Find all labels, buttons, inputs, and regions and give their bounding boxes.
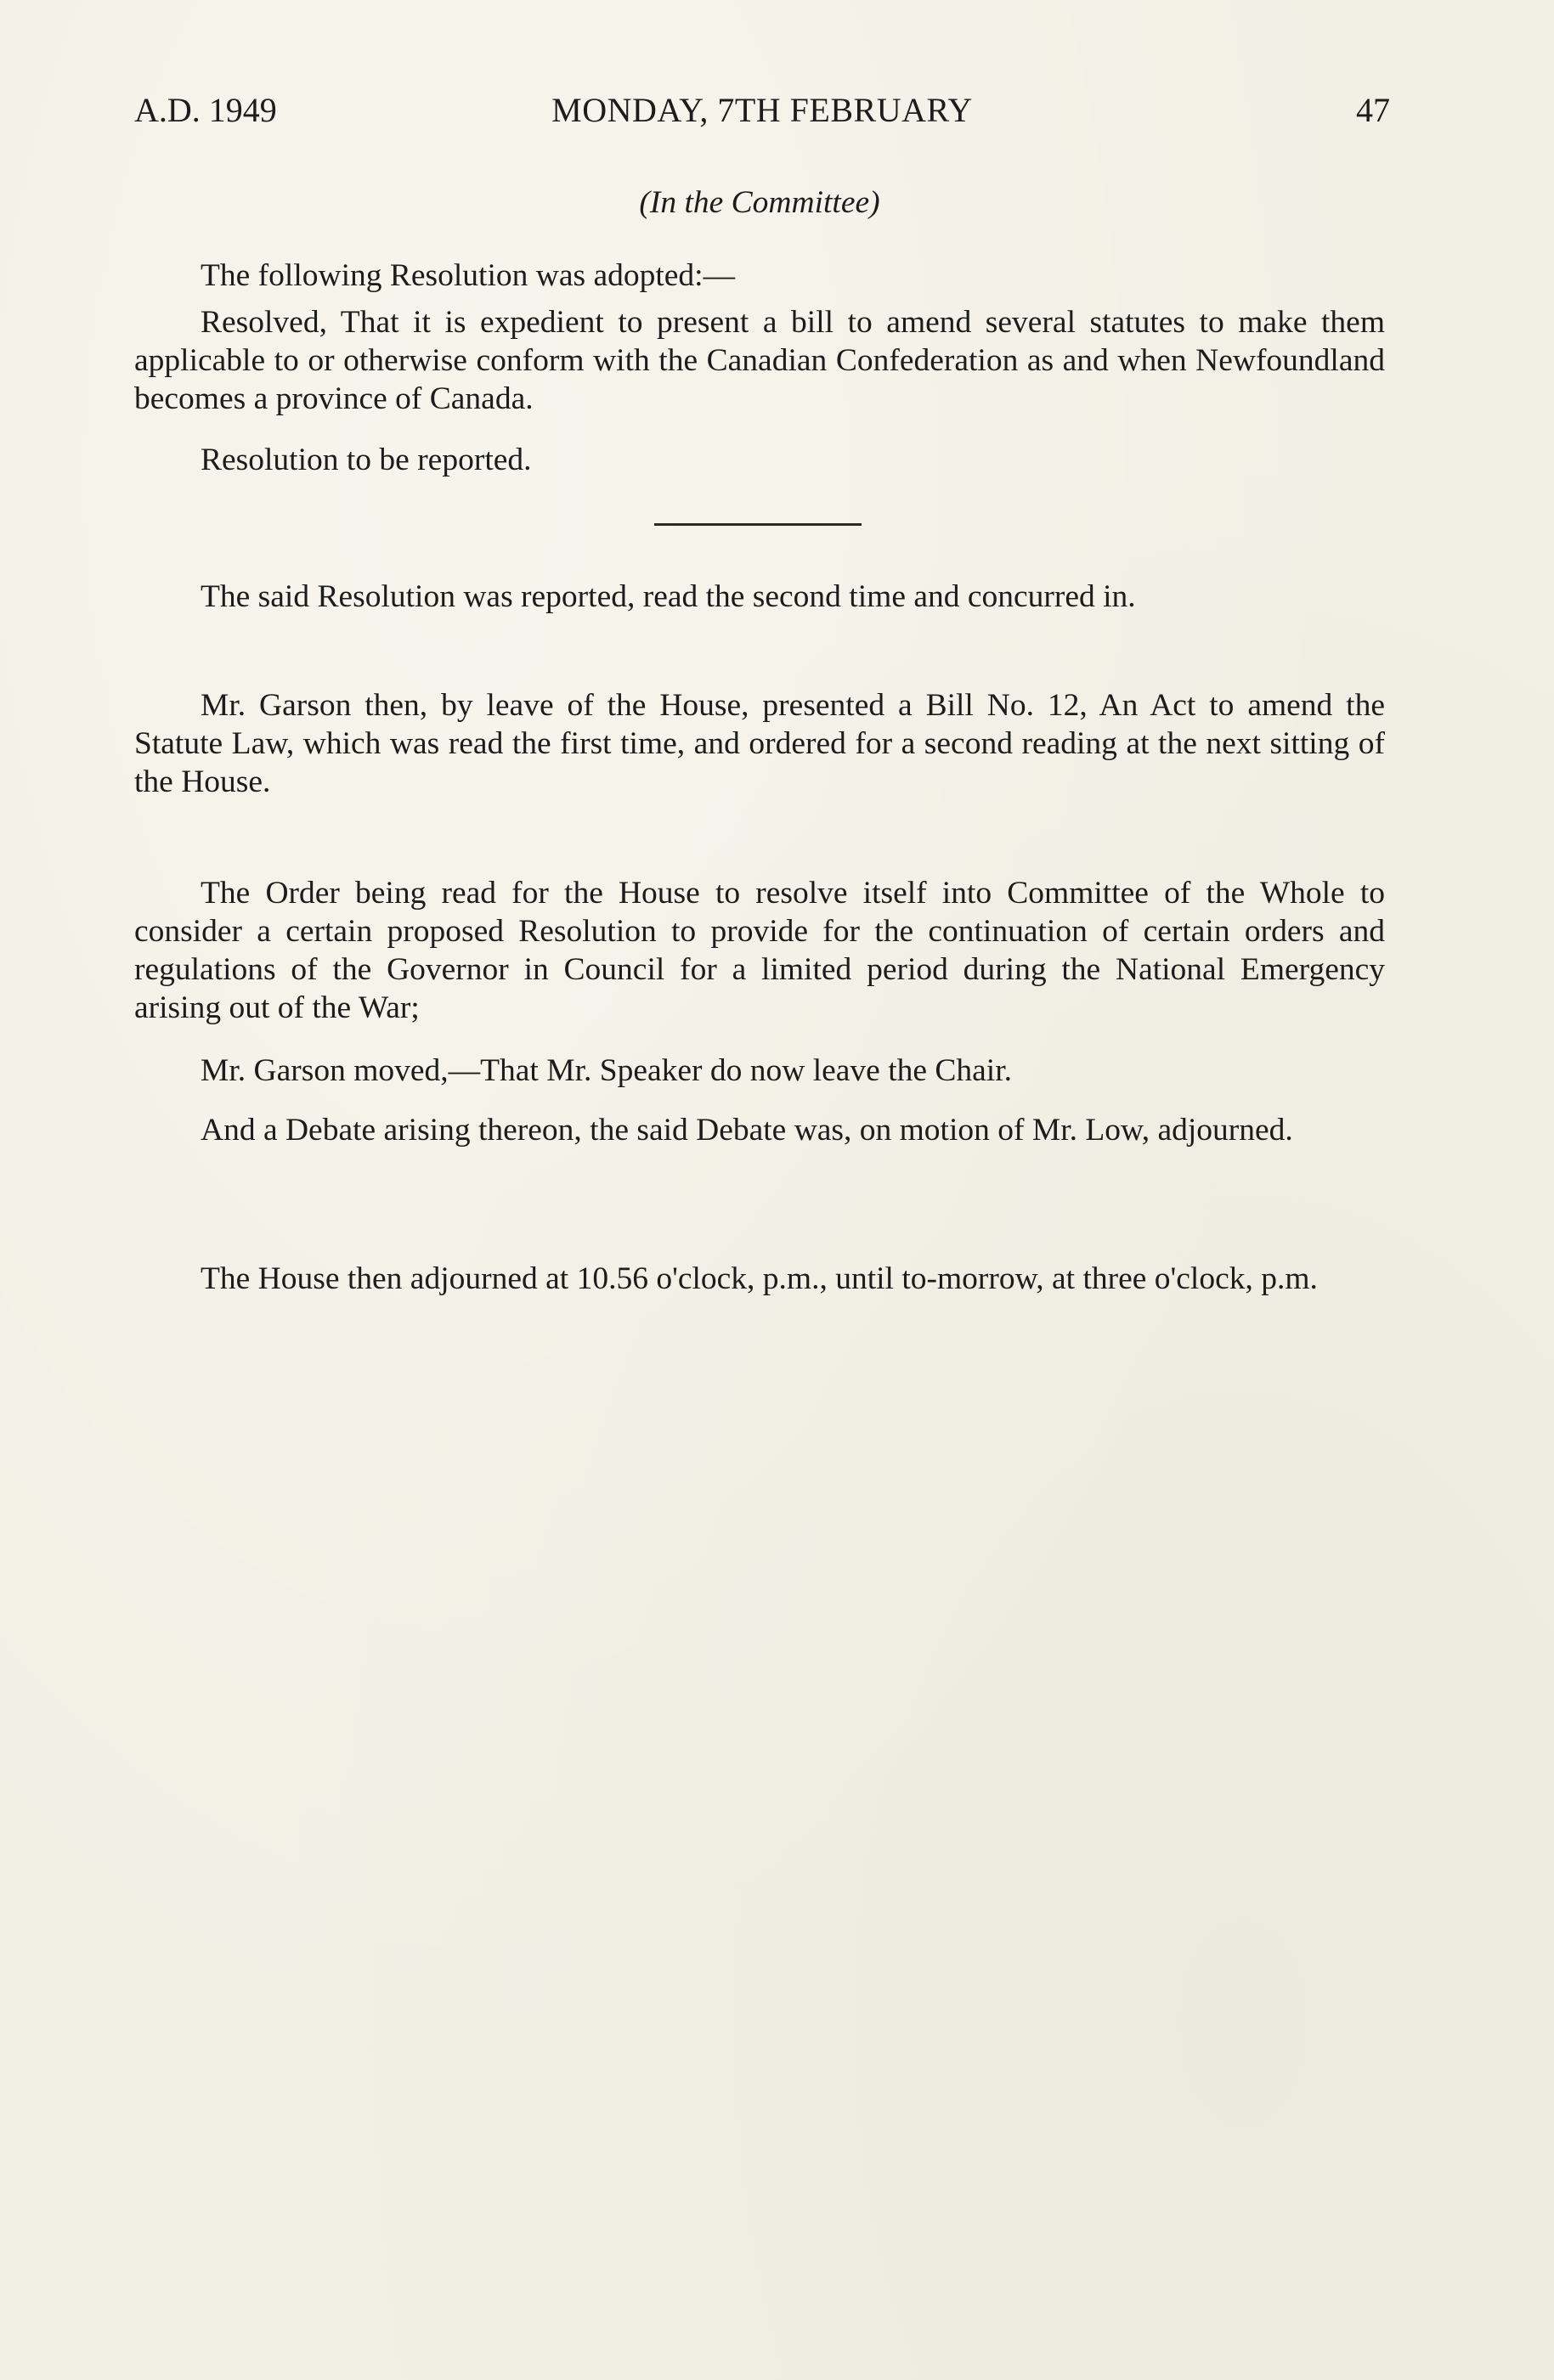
bill-presented-paragraph: Mr. Garson then, by leave of the House, presented a Bill No. 12, An Act to amend the Statute Law, which was read the first time, and ordered for a second reading at the next sitting of the House. — [134, 688, 1385, 799]
committee-note: (In the Committee) — [639, 185, 880, 220]
reported-paragraph: The said Resolution was reported, read the second time and concurred in. — [201, 579, 1136, 614]
to-be-reported-paragraph: Resolution to be reported. — [201, 443, 532, 477]
motion-paragraph: Mr. Garson moved,—That Mr. Speaker do now leave the Chair. — [201, 1053, 1013, 1088]
header-date: MONDAY, 7TH FEBRUARY — [551, 91, 973, 129]
running-head — [134, 85, 1390, 136]
adjournment-paragraph: The House then adjourned at 10.56 o'clock, p.m., until to-morrow, at three o'clock, p.m. — [201, 1261, 1318, 1296]
order-paragraph: The Order being read for the House to resolve itself into Committee of the Whole to consider a certain proposed Resolution to provide for the continuation of certain orders and regulations of the Governor in Council for a limited period during the National Emergency arising out of the War; — [134, 876, 1385, 1025]
page-number: 47 — [1356, 91, 1390, 129]
debate-paragraph: And a Debate arising thereon, the said Debate was, on motion of Mr. Low, adjourned. — [201, 1113, 1293, 1148]
section-divider — [654, 523, 862, 526]
header-year: A.D. 1949 — [134, 91, 277, 129]
resolved-paragraph: Resolved, That it is expedient to present a bill to amend several statutes to make them applicable to or otherwise conform with the Canadian Confederation as and when Newfoundland becomes a province of Canada. — [134, 305, 1385, 416]
resolution-intro-paragraph: The following Resolution was adopted:— — [201, 258, 736, 293]
